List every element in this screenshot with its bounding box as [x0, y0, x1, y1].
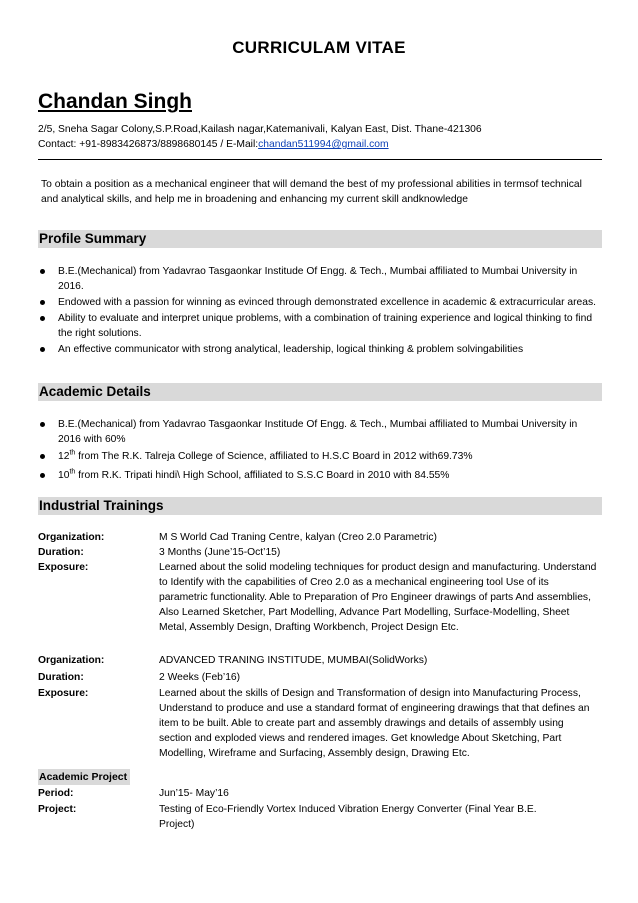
- contact-line: [38, 139, 389, 150]
- field-value: Jun’15- May’16: [159, 788, 229, 799]
- list-item: B.E.(Mechanical) from Yadavrao Tasgaonkar Institude Of Engg. & Tech., Mumbai affiliated to Mumbai University in 2016.: [38, 264, 602, 294]
- list-item: Endowed with a passion for winning as evinced through demonstrated excellence in academic & extracurricular areas.: [38, 295, 602, 310]
- list-item: 10th from R.K. Tripati hindi\ High School, affiliated to S.S.C Board in 2010 with 84.55%: [38, 468, 602, 483]
- field-label: Duration:: [38, 672, 84, 683]
- bullet-icon: [40, 300, 45, 305]
- field-value: M S World Cad Traning Centre, kalyan (Creo 2.0 Parametric): [159, 532, 437, 543]
- field-label: Period:: [38, 788, 74, 799]
- document-title: CURRICULAM VITAE: [232, 38, 406, 57]
- profile-summary-heading: Profile Summary: [38, 230, 602, 248]
- field-label: Project:: [38, 804, 77, 815]
- industrial-trainings-heading: Industrial Trainings: [38, 497, 602, 515]
- list-item: Ability to evaluate and interpret unique problems, with a combination of training experience and logical thinking to find the right solutions.: [38, 311, 602, 341]
- profile-summary-list: [38, 264, 602, 357]
- field-value: Learned about the skills of Design and Transformation of design into Manufacturing Process, Understand to produce and use a standard format of engineering drawings that that defines an item to be built. Able to create part and assembly drawings and details of assembly using section and exploded views and rendered images. Get knowledge About Sketching, Part Modelling, Wireframe and Surfacing, Assembly design, Drawing Etc.: [159, 688, 590, 759]
- list-item: B.E.(Mechanical) from Yadavrao Tasgaonkar Institude Of Engg. & Tech., Mumbai affiliated to Mumbai University in 2016 with 60%: [38, 417, 602, 447]
- list-item: 12th from The R.K. Talreja College of Science, affiliated to H.S.C Board in 2012 with69.73%: [38, 449, 602, 464]
- contact-text: Contact: +91-8983426873/8898680145 / E-Mail:: [38, 139, 259, 150]
- address-line: 2/5, Sneha Sagar Colony,S.P.Road,Kailash nagar,Katemanivali, Kalyan East, Dist. Thane-421306: [38, 124, 482, 135]
- bullet-icon: [40, 473, 45, 478]
- field-label: Duration:: [38, 547, 84, 558]
- field-value: Testing of Eco-Friendly Vortex Induced Vibration Energy Converter (Final Year B.E. Project): [159, 804, 537, 830]
- objective-text: To obtain a position as a mechanical engineer that will demand the best of my professional abilities in termsof technical and analytical skills, and help me in broadening and enhancing my current skill andknowledge: [41, 179, 582, 205]
- header-divider: [38, 159, 602, 160]
- field-label: Exposure:: [38, 688, 89, 699]
- field-value: Learned about the solid modeling techniques for product design and manufacturing. Understand to Identify with the capabilities of Creo 2.0 as a mechanical engineering tool Use of its parametric functionality. Able to Preparation of Pro Engineer drawings of parts And assemblies, Also Learned Sketcher, Part Modelling, Advance Part Modelling, Surface-Modelling, Sheet Metal, Assembly Design, Drafting Workbench, Project Design Etc.: [159, 562, 597, 633]
- field-label: Organization:: [38, 532, 105, 543]
- email-link[interactable]: chandan511994@gmail.com: [258, 139, 389, 150]
- candidate-name: Chandan Singh: [38, 90, 192, 113]
- bullet-icon: [40, 316, 45, 321]
- academic-details-heading: Academic Details: [38, 383, 602, 401]
- field-value: ADVANCED TRANING INSTITUDE, MUMBAI(SolidWorks): [159, 655, 428, 666]
- academic-details-list: [38, 417, 602, 483]
- list-item: An effective communicator with strong analytical, leadership, logical thinking & problem solvingabilities: [38, 342, 602, 357]
- bullet-icon: [40, 347, 45, 352]
- field-value: 3 Months (June’15-Oct’15): [159, 547, 281, 558]
- field-label: Exposure:: [38, 562, 89, 573]
- field-label: Organization:: [38, 655, 105, 666]
- bullet-icon: [40, 454, 45, 459]
- bullet-icon: [40, 269, 45, 274]
- academic-project-heading: Academic Project: [38, 769, 130, 785]
- field-value: 2 Weeks (Feb’16): [159, 672, 241, 683]
- bullet-icon: [40, 422, 45, 427]
